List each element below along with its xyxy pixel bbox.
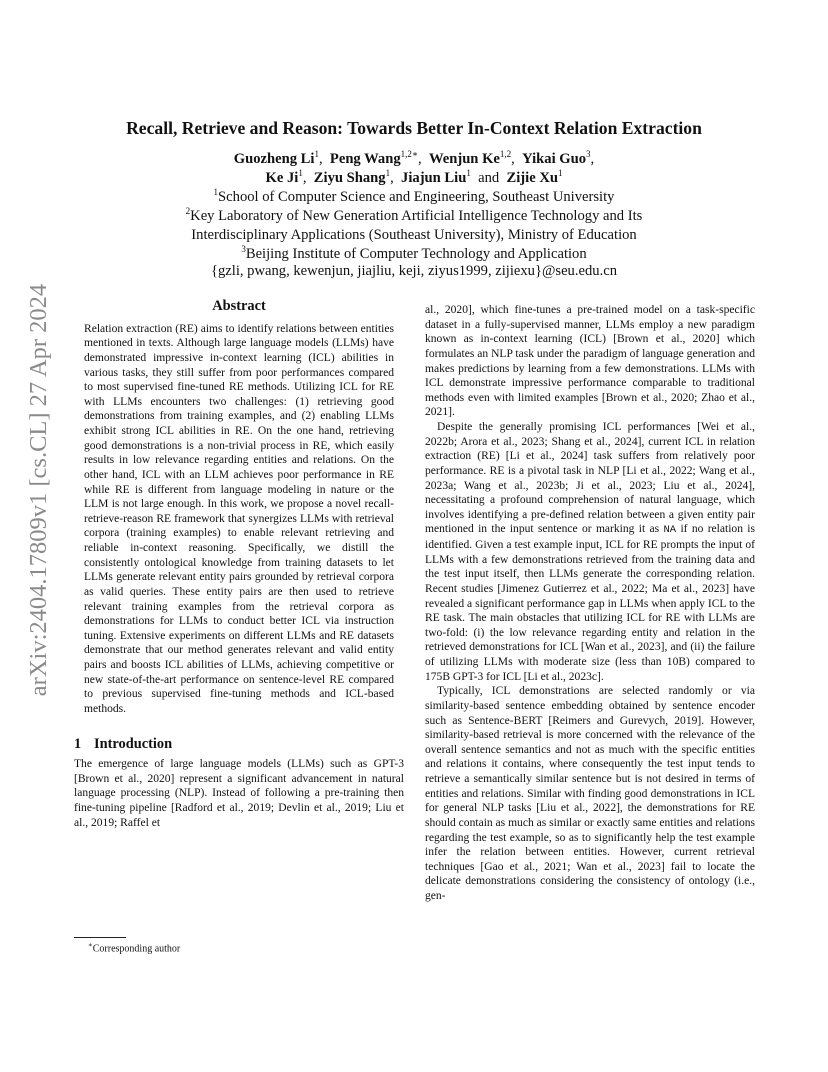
author-name: Wenjun Ke <box>428 151 500 167</box>
paragraph: Despite the generally promising ICL performances [Wei et al., 2022b; Arora et al., 2023; Shang et al., 2024], current ICL in relation extraction (RE) [Li et al., 2024] task suffers from relatively poor performance. RE is a pivotal task in NLP [Li et al., 2022; Wang et al., 2023a; Wang et al., 2023b; Ji et al., 2023; Liu et al., 2024], necessitating a profound comprehension of natural language, which involves identifying a pre-defined relation between a given entity pair mentioned in the input sentence or marking it as NA if no relation is identified. Given a test example input, ICL for RE prompts the input of LLMs with a few demonstrations retrieved from the training data and the test input itself, then LLMs generate the corresponding relation. Recent studies [Jimenez Gutierrez et al., 2022; Ma et al., 2023] have revealed a significant performance gap in LLMs when apply ICL to the RE task. The main obstacles that utilizing ICL for RE with LLMs are two-fold: (i) the low relevance regarding entity and relation in the retrieved demonstrations for ICL [Wan et al., 2023], and (ii) the failure of utilizing LLMs with moderate size (less than 10B) compared to 175B GPT-3 for ICL [Li et al., 2023c]. <box>425 421 756 683</box>
right-column <box>425 303 755 904</box>
author-line-1: Guozheng Li$^1$, Peng Wang$^{1,2∗}$, Wenjun Ke$^{1,2}$, Yikai Guo$^3$, <box>233 149 595 167</box>
affiliation-2: $^2$Key Laboratory of New Generation Artificial Intelligence Technology and Its <box>185 206 643 224</box>
author-name: Guozheng Li <box>233 151 315 167</box>
arxiv-stamp: arXiv:2404.17809v1 [cs.CL] 27 Apr 2024 <box>25 283 52 697</box>
author-name: Peng Wang <box>329 151 401 167</box>
left-column <box>74 299 404 830</box>
affiliation-1: $^1$School of Computer Science and Engineering, Southeast University <box>213 187 615 205</box>
author-name: Ke Ji <box>265 170 299 186</box>
affiliation-2-cont: Interdisciplinary Applications (Southeast University), Ministry of Education <box>191 227 637 243</box>
paper-title: Recall, Retrieve and Reason: Towards Better In-Context Relation Extraction <box>126 118 702 138</box>
abstract-heading: Abstract <box>212 298 266 314</box>
na-token: NA <box>663 524 677 537</box>
section-heading-introduction: 1 Introduction <box>74 735 173 752</box>
abstract-text: Relation extraction (RE) aims to identify relations between entities mentioned in texts. Although large language models (LLMs) have demonstrated impressive in-context learning (ICL) abilities in various tasks, they still suffer from poor performances compared to most supervised fine-tuned RE methods. Utilizing ICL for RE with LLMs encounters two challenges: (1) retrieving good demonstrations from training examples, and (2) enabling LLMs exhibit strong ICL abilities in RE. On the one hand, retrieving good demonstrations is a non-trivial process in RE, which easily results in low relevance regarding entities and relations. On the other hand, ICL with an LLM achieves poor performance in RE while RE is different from language modeling in nature or the LLM is not large enough. In this work, we propose a novel recall-retrieve-reason RE framework that synergizes LLMs with retrieval corpora (training examples) to enable relevant retrieving and reliable in-context reasoning. Specifically, we distill the consistently ontological knowledge from training datasets to let LLMs generate relevant entity pairs grounded by retrieval corpora as valid queries. These entity pairs are then used to retrieve relevant training examples from the retrieval corpora as demonstrations for LLMs to conduct better ICL via instruction tuning. Extensive experiments on different LLMs and RE datasets demonstrate that our method generates relevant and valid entity pairs and boosts ICL abilities of LLMs, achieving competitive or new state-of-the-art performance on sentence-level RE compared to previous supervised fine-tuning methods and ICL-based methods. <box>84 322 394 715</box>
author-name: Yikai Guo <box>522 151 587 167</box>
author-line-2: Ke Ji$^1$, Ziyu Shang$^1$, Jiajun Liu$^1$ and Zijie Xu$^1$ <box>265 168 563 186</box>
author-emails: {gzli, pwang, kewenjun, jiajliu, keji, ziyus1999, zijiexu}@seu.edu.cn <box>211 263 617 279</box>
author-name: Zijie Xu <box>506 170 558 186</box>
affiliation-3: $^3$Beijing Institute of Computer Technology and Application <box>241 244 587 262</box>
author-name: Jiajun Liu <box>401 170 467 186</box>
intro-paragraph: The emergence of large language models (LLMs) such as GPT-3 [Brown et al., 2020] represent a significant advancement in natural language processing (NLP). Instead of following a pre-training then fine-tuning pipeline [Radford et al., 2019; Devlin et al., 2019; Liu et al., 2019; Raffel et <box>74 758 404 829</box>
footnote: ∗Corresponding author <box>88 941 181 955</box>
paragraph: Typically, ICL demonstrations are selected randomly or via similarity-based sentence embedding obtained by sentence encoder such as Sentence-BERT [Reimers and Gurevych, 2019]. However, similarity-based retrieval is more concerned with the relevance of the overall sentence semantics and not as much with the specific entities and relations it contains, where consequently the test input tends to retrieve a semantically similar sentence but is not desired in terms of entities and relations. Similar with finding good demonstrations in ICL for general NLP tasks [Liu et al., 2022], the demonstrations for RE should contain as much as similar or exactly same entities and relations regarding the test example, so as to significantly help the test example infer the relation between entities. However, current retrieval techniques [Gao et al., 2021; Wan et al., 2023] fail to locate the delicate demonstrations considering the consistency of ontology (i.e., gen- <box>425 685 755 902</box>
paragraph: al., 2020], which fine-tunes a pre-trained model on a task-specific dataset in a fully-supervised manner, LLMs employ a new paradigm known as in-context learning (ICL) [Brown et al., 2020] which formulates an NLP task under the paradigm of language generation and makes predictions by learning from a few demonstrations. LLMs with ICL demonstrate impressive performance comparable to traditional methods even with limited examples [Brown et al., 2020; Zhao et al., 2021]. <box>425 304 755 419</box>
author-name: Ziyu Shang <box>313 170 386 186</box>
